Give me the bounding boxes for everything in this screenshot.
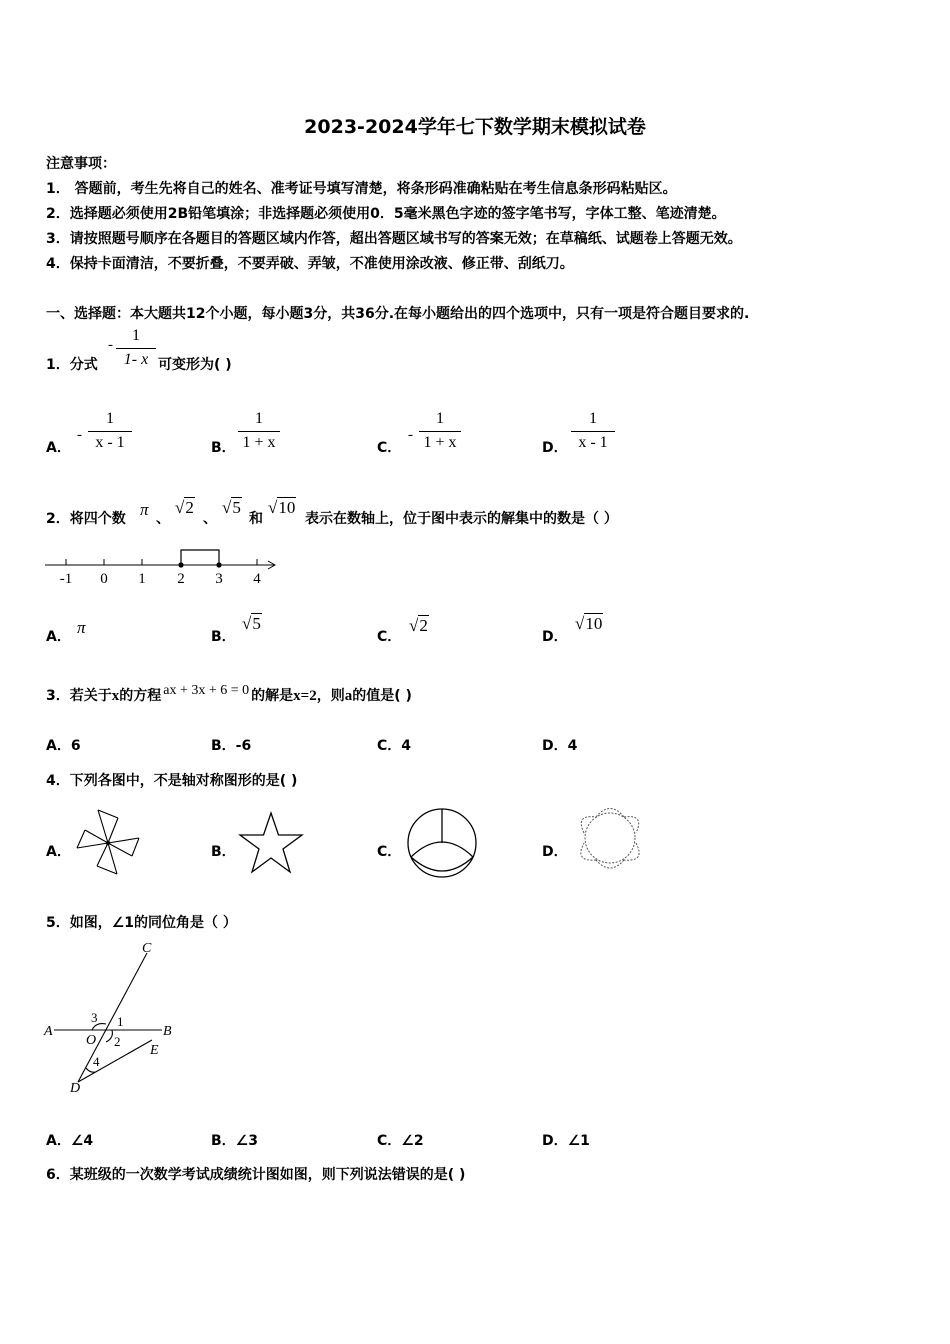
q1-option-a-sign: - <box>77 427 82 443</box>
q5-option-b-value: ∠3 <box>235 1133 258 1149</box>
q2-option-b-sqrt: √5 <box>242 614 261 633</box>
q2-sqrt2-radicand: 2 <box>185 498 194 517</box>
tick-label: 0 <box>100 571 108 587</box>
q5-option-c[interactable] <box>377 1130 424 1150</box>
q1-frac-sign: - <box>108 337 113 353</box>
q1-option-a-label[interactable]: A． <box>46 440 71 456</box>
q2-prefix: 2．将四个数 <box>46 511 126 527</box>
q3-option-b[interactable] <box>211 735 251 755</box>
q1-frac-num: 1 <box>132 327 140 344</box>
solid-point-2 <box>178 562 183 567</box>
q2-sep1: 、 <box>156 511 170 527</box>
star-figure[interactable] <box>235 810 307 876</box>
label-d: D <box>70 1081 81 1096</box>
q5-option-a-label: A． <box>46 1133 71 1149</box>
circle-tri-figure[interactable] <box>404 805 480 881</box>
q3-option-b-value: -6 <box>235 738 252 754</box>
q2-option-c-value: 2 <box>419 616 428 635</box>
q1-option-b-fraction <box>238 410 280 452</box>
q3-option-b-label: B． <box>211 738 236 754</box>
q2-option-b-value: 5 <box>252 614 261 633</box>
q2-option-a-value: π <box>77 618 86 637</box>
q1-option-a-den: x - 1 <box>95 434 125 451</box>
q4-option-a-label[interactable]: A． <box>46 844 71 860</box>
tick-label: 3 <box>215 571 223 587</box>
q6-question: 6．某班级的一次数学考试成绩统计图如图，则下列说法错误的是( ) <box>46 1167 466 1183</box>
q1-option-a-num: 1 <box>106 410 114 427</box>
notice-heading: 注意事项： <box>46 156 116 172</box>
q5-question: 5．如图，∠1的同位角是（ ） <box>46 915 237 931</box>
q5-option-c-value: ∠2 <box>401 1133 424 1149</box>
q1-option-d-fraction <box>571 410 615 452</box>
q2-sqrt2: √2 <box>175 498 194 517</box>
q4-option-b-label[interactable]: B． <box>211 844 236 860</box>
q1-option-d-num: 1 <box>589 410 597 427</box>
q2-and: 和 <box>249 511 263 527</box>
q2-option-d-label[interactable]: D． <box>542 629 568 645</box>
q3-suffix2: ，则 <box>316 688 345 704</box>
q2-option-c-sqrt: √2 <box>409 616 428 635</box>
q1-option-a-fraction <box>88 410 132 452</box>
q3-option-a[interactable] <box>46 735 81 755</box>
q1-option-d-den: x - 1 <box>578 434 608 451</box>
label-b: B <box>163 1024 172 1039</box>
q3-a: a <box>344 688 353 704</box>
q5-option-d-value: ∠1 <box>567 1133 590 1149</box>
q5-option-b[interactable] <box>211 1130 258 1150</box>
q3-suffix: 的解是 <box>251 688 294 704</box>
angle-label-2: 2 <box>114 1034 121 1049</box>
q2-suffix: 表示在数轴上，位于图中表示的解集中的数是（ ） <box>305 511 618 527</box>
q5-option-c-label: C． <box>377 1133 402 1149</box>
q3-question <box>46 685 412 705</box>
label-a: A <box>44 1024 53 1039</box>
q4-question: 4．下列各图中，不是轴对称图形的是( ) <box>46 773 298 789</box>
notice-item-1: 1． 答题前，考生先将自己的姓名、准考证号填写清楚，将条形码准确粘贴在考生信息条形码粘贴区。 <box>46 181 677 197</box>
tick-label: -1 <box>59 571 73 587</box>
arc-2 <box>106 1030 112 1042</box>
q3-option-c-value: 4 <box>401 738 412 754</box>
q2-option-d-sqrt: √10 <box>575 614 603 633</box>
q2-option-c-label[interactable]: C． <box>377 629 402 645</box>
q2-sqrt10: √10 <box>268 498 296 517</box>
section-heading: 一、选择题：本大题共12个小题，每小题3分，共36分.在每小题给出的四个选项中，只有一项是符合题目要求的. <box>46 306 750 322</box>
label-o: O <box>86 1033 97 1048</box>
q3-prefix: 3．若关于 <box>46 688 112 704</box>
tick-label: 1 <box>138 571 146 587</box>
q1-option-c-label[interactable]: C． <box>377 440 402 456</box>
q2-sep2: 、 <box>203 511 217 527</box>
q1-prefix: 1．分式 <box>46 357 98 373</box>
flower-figure[interactable] <box>570 800 650 876</box>
q2-sqrt5-radicand: 5 <box>232 498 241 517</box>
q2-number-line <box>40 545 285 590</box>
q1-suffix: 可变形为( ) <box>158 357 232 373</box>
q3-solution: x=2 <box>293 688 317 704</box>
q1-option-c-fraction <box>419 410 461 452</box>
q3-suffix3: 的值是( ) <box>352 688 412 704</box>
q3-option-c[interactable] <box>377 735 411 755</box>
q3-equation: ax + 3x + 6 = 0 <box>163 683 250 698</box>
tick-label: 2 <box>177 571 185 587</box>
q3-option-c-label: C． <box>377 738 402 754</box>
tick-label: 4 <box>253 571 261 587</box>
pinwheel-figure[interactable] <box>72 808 144 878</box>
angle-label-4: 4 <box>93 1054 100 1069</box>
label-c: C <box>142 941 152 956</box>
q5-option-b-label: B． <box>211 1133 236 1149</box>
q1-option-b-den: 1 + x <box>242 434 276 451</box>
q1-fraction <box>116 327 156 369</box>
q4-option-d-label[interactable]: D． <box>542 844 568 860</box>
q5-option-d[interactable] <box>542 1130 590 1150</box>
q1-option-b-num: 1 <box>255 410 263 427</box>
q2-sqrt10-radicand: 10 <box>278 498 296 517</box>
q3-mid: 的方程 <box>119 688 162 704</box>
notice-item-2: 2．选择题必须使用2B铅笔填涂；非选择题必须使用0．5毫米黑色字迹的签字笔书写，字体工整、笔迹清楚。 <box>46 206 726 222</box>
angle-label-1: 1 <box>117 1014 124 1029</box>
q5-option-d-label: D． <box>542 1133 568 1149</box>
q1-frac-den: 1- x <box>123 351 149 368</box>
q5-option-a[interactable] <box>46 1130 93 1150</box>
q5-option-a-value: ∠4 <box>70 1133 94 1149</box>
q1-option-c-den: 1 + x <box>423 434 457 451</box>
solid-point-3 <box>216 562 221 567</box>
solution-interval <box>181 550 219 565</box>
q1-option-d-label[interactable]: D． <box>542 440 568 456</box>
angle-label-3: 3 <box>91 1010 98 1025</box>
q3-option-a-label: A． <box>46 738 71 754</box>
q3-var: x <box>111 688 120 704</box>
label-e: E <box>150 1043 159 1058</box>
q2-sqrt5: √5 <box>222 498 241 517</box>
q2-option-a-label[interactable]: A． <box>46 629 71 645</box>
q2-pi: π <box>140 500 149 519</box>
q1-option-b-label[interactable]: B． <box>211 440 236 456</box>
q1-option-c-sign: - <box>408 427 413 443</box>
q3-option-d-label: D． <box>542 738 568 754</box>
page-title: 2023-2024学年七下数学期末模拟试卷 <box>304 116 646 138</box>
q2-option-b-label[interactable]: B． <box>211 629 236 645</box>
q3-option-d[interactable] <box>542 735 577 755</box>
q4-option-c-label[interactable]: C． <box>377 844 402 860</box>
q3-option-a-value: 6 <box>70 738 81 754</box>
q2-option-d-value: 10 <box>585 614 603 633</box>
q5-angle-figure <box>40 938 190 1098</box>
q1-option-c-num: 1 <box>436 410 444 427</box>
notice-item-4: 4．保持卡面清洁，不要折叠，不要弄破、弄皱，不准使用涂改液、修正带、刮纸刀。 <box>46 256 574 272</box>
q3-option-d-value: 4 <box>567 738 578 754</box>
notice-item-3: 3．请按照题号顺序在各题目的答题区域内作答，超出答题区域书写的答案无效；在草稿纸、试题卷上答题无效。 <box>46 231 742 247</box>
